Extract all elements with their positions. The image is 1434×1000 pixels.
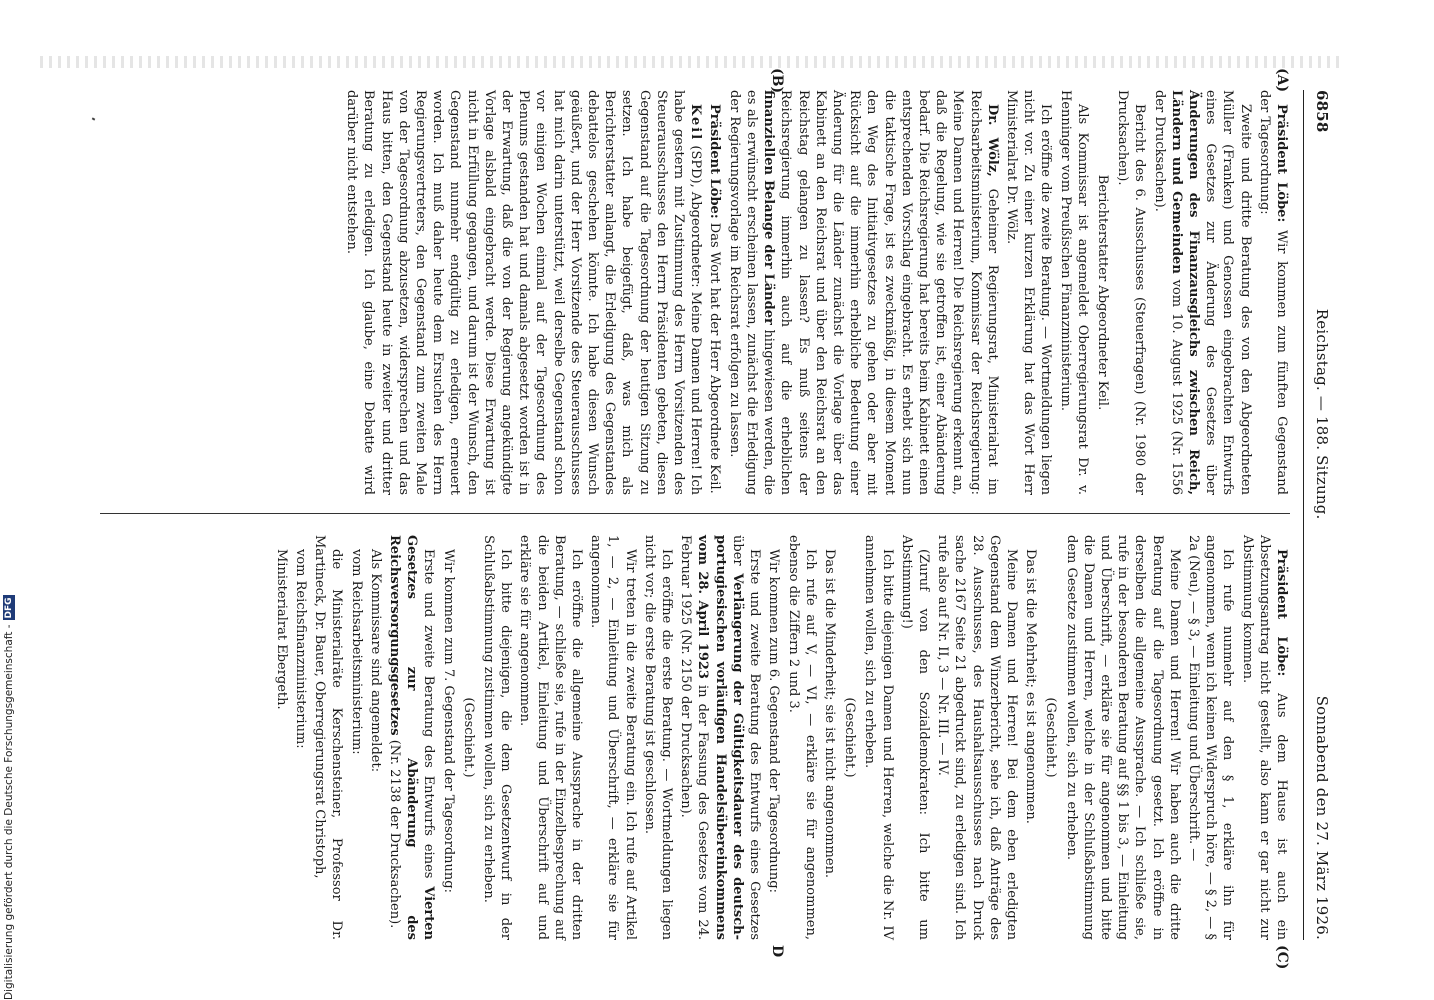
running-title: Reichstag. — 188. Sitzung.: [1313, 308, 1331, 520]
paragraph: Bericht des 6. Ausschusses (Steuerfragen) (Nr. 1980 der Drucksachen).: [1115, 90, 1148, 495]
paragraph: Meine Damen und Herren! Wir haben auch die dritte Beratung auf die Tagesordnung gesetzt. Ich eröffne in derselben die allgemeine Aussprache. — Ich schließe sie, rufe in der besonderen Beratung auf §§ 1 bis 3, — Einleitung und Überschrift, — erkläre sie für angenommen und bitte die Damen und Herren, welche in der Schlußabstimmung dem Gesetze zustimmen wollen, sich zu erheben.: [1063, 535, 1182, 940]
rotated-document-page: [70, 68, 1331, 970]
paragraph: Wir kommen zum 6. Gegenstand der Tagesordnung:: [766, 549, 782, 893]
paragraph: (Geschieht.): [1043, 697, 1059, 778]
paragraph: Ich eröffne die zweite Beratung. — Wortmeldungen liegen nicht vor. Zu einer kurzen Erklärung hat das Wort Herr Ministerialrat Dr. Wölz.: [1003, 90, 1054, 495]
session-date: Sonnabend den 27. März 1926.: [1313, 695, 1331, 940]
left-column: [100, 68, 1290, 496]
paragraph: Präsident Löbe: Wir kommen zum fünften Gegenstand der Tagesordnung:: [1256, 90, 1289, 495]
paragraph: Ich eröffne die allgemeine Aussprache in der dritten Beratung, — schließe sie, rufe in der Einzelbesprechung auf die beiden Artikel, Einleitung und Überschrift auf und erkläre sie für angenommen.: [517, 535, 585, 940]
right-column: [100, 535, 1290, 970]
paragraph: Ich bitte diejenigen, die dem Gesetzentwurf in der Schlußabstimmung zustimmen wollen, sich zu erheben.: [481, 535, 514, 940]
footer-text: Digitalisierung gefördert durch die Deutsche Forschungsgemeinschaft -: [3, 624, 15, 1000]
paragraph: die Ministerialräte Kerschensteiner, Professor Dr. Martineck, Dr. Bauer, Oberregierungsrat Christoph,: [312, 535, 345, 940]
dfg-logo: DFG: [4, 597, 14, 619]
paragraph: Als Kommissar ist angemeldet Oberregierungsrat Dr. v. Henninger vom Preußischen Finanzministerium.: [1057, 90, 1090, 495]
margin-marker-c: (C): [1274, 945, 1290, 970]
paragraph: Wir kommen zum 7. Gegenstand der Tagesordnung:: [440, 549, 456, 893]
digitization-footer: [2, 300, 16, 1000]
paragraph: Präsident Löbe: Das Wort hat der Herr Abgeordnete Keil.: [707, 104, 723, 494]
scan-top-edge: [40, 56, 1344, 68]
paragraph: Wir treten in die zweite Beratung ein. Ich rufe auf Artikel 1, — 2, — Einleitung und Überschrift, — erkläre sie für angenommen.: [588, 535, 638, 940]
paragraph: Das ist die Mehrheit; es ist angenommen.: [1023, 549, 1039, 824]
paragraph: vom Reichsarbeitsministerium:: [348, 549, 364, 755]
margin-marker-d: D: [769, 945, 785, 958]
paragraph: Erste und zweite Beratung des Entwurfs eines Vierten Gesetzes zur Abänderung des Reichsversorgungsgesetzes (Nr. 2138 der Drucksachen).: [387, 535, 437, 940]
paragraph: Meine Damen und Herren! Bei dem eben erledigten Gegenstand dem Winzerbericht, sehe ich, daß Anträge des 28. Ausschusses, des Haushaltsausschusses nach Druck sache 2167 Seite 21 abgedruckt sind, zu erledigen sind. Ich rufe also auf Nr. II, 3 — Nr. III. — IV.: [935, 535, 1019, 940]
paragraph: Keil (SPD), Abgeordneter: Meine Damen und Herren! Ich habe gestern mit Zustimmung des Herrn Vorsitzenden des Steuerausschusses den Herrn Präsidenten gebeten, diesen Gegenstand auf die Tagesordnung der heutigen Sitzung zu setzen. Ich habe beigefügt, daß, was mich als Berichterstatter anlangt, die Erledigung des Gegenstandes debattelos geschehen könnte. Ich habe diesen Wunsch geäußert, und der Herr Vorsitzende des Steuerausschusses hat mich darin unterstützt, weil derselbe Gegenstand schon vor einigen Wochen einmal auf der Tagesordnung des Plenums gestanden hat und damals abgesetzt worden ist in der Erwartung, daß die von der Regierung angekündigte Vorlage alsbald eingebracht werde. Diese Erwartung ist nicht in Erfüllung gegangen, und darum ist der Wunsch, den Gegenstand nunmehr endgültig zu erledigen, erneuert worden. Ich muß daher heute dem Ersuchen des Herrn Regierungsvertreters, den Gegenstand zum zweiten Male von der Tagesordnung abzusetzen, widersprechen und das Haus bitten, den Gegenstand heute in zweiter und dritter Beratung zu erledigen. Ich glaube, eine Debatte wird darüber nicht entstehen.: [344, 90, 704, 495]
paragraph: Erste und zweite Beratung des Entwurfs eines Gesetzes über Verlängerung der Gültigkeitsdauer des deutsch-portugiesischen vorläufigen Handelsübereinkommens vom 28. April 1923 in der Fassung des Gesetzes vom 24. Februar 1925 (Nr. 2150 der Drucksachen).: [678, 535, 763, 941]
paragraph: Berichterstatter Abgeordneter Keil.: [1094, 174, 1110, 411]
column-divider: [100, 513, 1290, 514]
margin-marker-b: (B): [769, 68, 785, 94]
paragraph: Ich bitte diejenigen Damen und Herren, welche die Nr. IV annehmen wollen, sich zu erheben.: [862, 535, 895, 940]
paragraph: vom Reichsfinanzministerium:: [293, 549, 309, 749]
paragraph: (Geschieht.): [460, 697, 476, 778]
paragraph: Dr. Wölz, Geheimer Regierungsrat, Ministerialrat im Reichsarbeitsministerium, Kommissar der Reichsregierung: Meine Damen und Herren! Die Reichsregierung erkennt an, daß die Regelung, wie sie getroffen ist, einer Abänderung bedarf. Die Reichsregierung hat bereits beim Kabinett einen entsprechenden Vorschlag eingebracht. Es erhebt sich nun die taktische Frage, ist es zweckmäßig, in diesem Moment den Weg des Initiativgesetzes zu gehen oder aber mit Rücksicht auf die immerhin erhebliche Bedeutung einer Änderung für die Länder zunächst die Vorlage über das Kabinett an den Reichsrat und über den Reichsrat an den Reichstag gelangen zu lassen? Es muß seitens der Reichsregierung immerhin auch auf die erheblichen finanziellen Belange der Länder hingewiesen werden, die es als erwünscht erscheinen lassen, zunächst die Erledigung der Regierungsvorlage im Reichsrat erfolgen zu lassen.: [726, 90, 1000, 496]
paragraph: Ich rufe auf V, — VI, — erkläre sie für angenommen, ebenso die Ziffern 2 und 3.: [785, 535, 818, 940]
paragraph: Das ist die Minderheit; sie ist nicht angenommen.: [821, 549, 837, 879]
page-header: [1303, 90, 1330, 940]
paragraph: (Zuruf von den Sozialdemokraten: Ich bitte um Abstimmung!): [898, 535, 931, 940]
paragraph: Zweite und dritte Beratung des von den Abgeordneten Müller (Franken) und Genossen eingebrachten Entwurfs eines Gesetzes zur Änderung des Gesetzes über Änderungen des Finanzausgleichs zwischen Reich, Ländern und Gemeinden vom 10. August 1925 (Nr. 1556 der Drucksachen).: [1151, 90, 1253, 495]
paragraph: Ich eröffne die erste Beratung. — Wortmeldungen liegen nicht vor; die erste Beratung ist geschlossen.: [641, 535, 675, 940]
paragraph: Als Kommissare sind angemeldet:: [367, 549, 383, 773]
paragraph: Ich rufe nunmehr auf den § 1, erkläre ihn für angenommen, wenn ich keinen Widerspruch höre, — § 2, — § 2a (Neu), — § 3, — Einleitung und Überschrift. —: [1185, 535, 1236, 940]
page-number: 6858: [1313, 90, 1331, 133]
paragraph: Ministerialrat Ebergeth.: [273, 549, 289, 710]
paragraph: (Geschieht.): [842, 697, 858, 778]
margin-marker-a: (A): [1274, 68, 1290, 93]
paragraph: Präsident Löbe: Aus dem Hause ist auch ein Absetzungsantrag nicht gestellt, also kann er gar nicht zur Abstimmung kommen.: [1239, 535, 1289, 940]
